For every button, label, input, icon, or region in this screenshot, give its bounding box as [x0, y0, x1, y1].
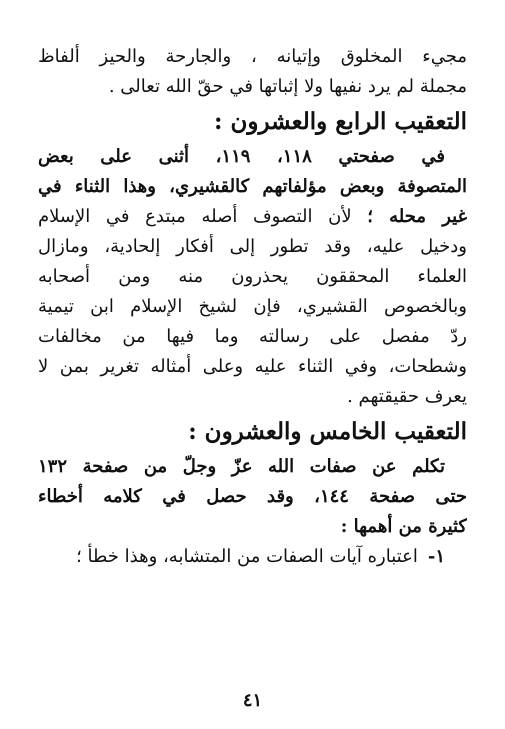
- list-number: ١-: [427, 546, 445, 567]
- list-text: اعتباره آيات الصفات من المتشابه، وهذا خطأ ؛: [76, 546, 418, 567]
- list-item: [38, 542, 467, 572]
- section-heading-24: التعقيب الرابع والعشرون :: [213, 108, 467, 135]
- text-line: العلماء المحققون يحذرون منه ومن أصحابه: [38, 266, 467, 287]
- text-line: ردّ مفصل على رسالته وما فيها من مخالفات: [38, 326, 467, 347]
- section-heading-25: التعقيب الخامس والعشرون :: [188, 418, 467, 445]
- text-line: كثيرة من أهمها :: [340, 516, 467, 537]
- section-24-body: [38, 142, 467, 412]
- text-line: وشطحات، وفي الثناء عليه وعلى أمثاله تغرير بمن لا: [38, 356, 467, 377]
- text-line: مجيء المخلوق وإتيانه ، والجارحة والحيز ألفاظ: [38, 46, 467, 67]
- text-line: ودخيل عليه، وقد تطور إلى أفكار إلحادية، ومازال: [38, 236, 467, 257]
- text-line: مجملة لم يرد نفيها ولا إثباتها في حقّ الله تعالى .: [108, 76, 467, 97]
- section-25-body: [38, 452, 467, 572]
- text-line: وبالخصوص القشيري، فإن لشيخ الإسلام ابن تيمية: [38, 296, 467, 317]
- text-line: المتصوفة وبعض مؤلفاتهم كالقشيري، وهذا الثناء في: [38, 176, 467, 197]
- text-line: في صفحتي ١١٨، ١١٩، أثنى على بعض: [38, 146, 445, 167]
- text-line: حتى صفحة ١٤٤، وقد حصل في كلامه أخطاء: [38, 486, 467, 507]
- text-line: [38, 202, 467, 232]
- text-line: تكلم عن صفات الله عزّ وجلّ من صفحة ١٣٢: [38, 456, 445, 477]
- text-run: لأن التصوف أصله مبتدع في الإسلام: [38, 206, 368, 227]
- bold-phrase: غير محله ؛: [367, 206, 467, 227]
- page-number: ٤١: [242, 690, 263, 711]
- intro-paragraph: [38, 42, 467, 102]
- text-line: يعرف حقيقتهم .: [347, 386, 467, 407]
